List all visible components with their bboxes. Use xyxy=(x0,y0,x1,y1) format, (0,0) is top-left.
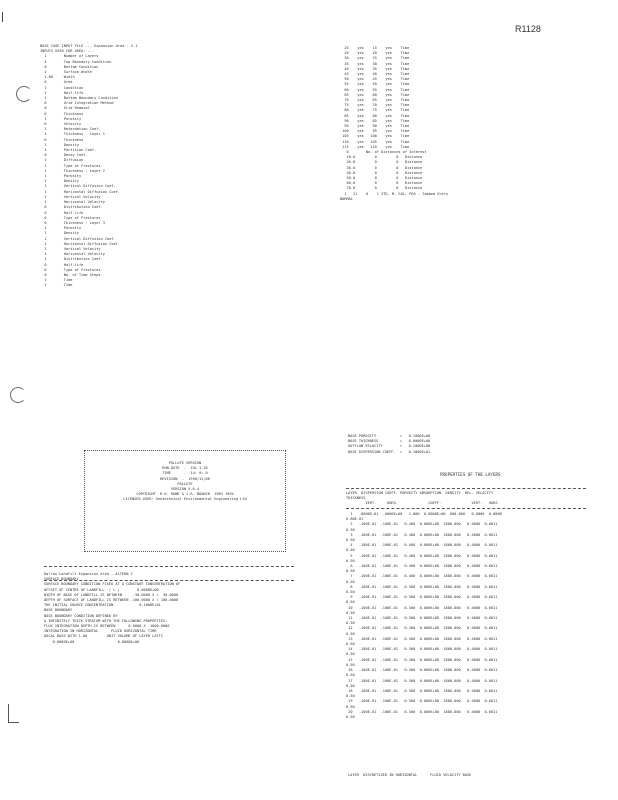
text-line: 1 Surface Width xyxy=(40,70,92,75)
text-line: 0.50 xyxy=(346,590,355,595)
text-line: A INFINITELY THICK STRATUM WITH THE FOLLOWING PROPERTIES: xyxy=(44,618,168,623)
text-line: 0.50 xyxy=(346,548,355,553)
text-line: 13 .100E-01 .100E-01 0.300 0.000E+00 1800.000 0.4000 0.0011 xyxy=(346,636,498,641)
text-line: 105 yes 100 yes Time xyxy=(340,134,410,139)
text-line: 65 yes 60 yes Time xyxy=(340,92,410,97)
text-line: 1 Horizontal Velocity xyxy=(40,252,105,257)
base-properties xyxy=(348,434,588,455)
text-line: 0 Area xyxy=(40,80,73,85)
layer-table-header xyxy=(346,491,586,507)
text-line: 1 21 0 1 STD, M, SOL, POS - Tabbed Entry xyxy=(340,191,449,196)
text-line: 1 Type of Fractures xyxy=(40,163,101,168)
table-rule-mid xyxy=(346,508,586,509)
text-line: 1 Bottom Boundary Condition xyxy=(40,96,118,101)
text-line: 0 Bottom Condition xyxy=(40,64,99,69)
corner-mark-bottom xyxy=(8,704,19,723)
text-line: 35 yes 30 yes Time xyxy=(340,61,410,66)
text-line: 11 .100E-01 .100E-01 0.300 0.000E+00 1800.000 0.4000 0.0011 xyxy=(346,616,498,621)
text-line: 16 .100E-01 .100E-01 0.300 0.000E+00 1800.000 0.4000 0.0011 xyxy=(346,668,498,673)
text-line: 0 Grid Integration Method xyxy=(40,101,114,106)
text-line: 1 Horizontal Velocity xyxy=(40,200,105,205)
text-line: 1 Time xyxy=(40,283,73,288)
text-line: BASE THICKNESS = 0.0000E+00 xyxy=(348,439,431,444)
text-line: 0.50 xyxy=(346,631,355,636)
text-line: 70.0 0 0 Distance xyxy=(340,186,423,191)
text-line: 1 Horizontal Diffusion Coef. xyxy=(40,241,121,246)
text-line: Dallas Landfill Expansion Area - ALTERN 2 xyxy=(44,572,133,576)
text-line: 1 Density xyxy=(40,142,79,147)
text-line: 1 Thickness - Layer 1 xyxy=(40,132,105,137)
corner-mark xyxy=(2,12,5,22)
text-line: LICENSED USER: Geotechnical Environmental Engineering Ltd xyxy=(123,497,247,502)
text-line: SURFACE BOUNDARY xyxy=(44,577,79,582)
text-line: 0.50 xyxy=(346,558,355,563)
text-line: 0 Velocity xyxy=(40,122,82,127)
text-line: OUTFLOW VELOCITY = 0.1000E+00 xyxy=(348,444,431,449)
text-line: 12 .100E-01 .100E-01 0.300 0.000E+00 1800.000 0.4000 0.0011 xyxy=(346,626,498,631)
text-line: 115 yes 110 yes Time xyxy=(340,144,410,149)
separator-rule-1 xyxy=(44,566,294,567)
text-line: 30.0 0 0 Distance xyxy=(340,165,423,170)
text-line: 1 Density xyxy=(40,231,79,236)
text-line: 0 Distribution Coef. xyxy=(40,205,103,210)
banner-text xyxy=(85,461,285,503)
text-line: 1 Half-life xyxy=(40,90,84,95)
text-line: 40.0 0 0 Distance xyxy=(340,170,423,175)
text-line: INTEGRATION IN HORIZONTAL FLUID HORIZONTAL TIME xyxy=(44,629,157,634)
text-line: 1 Condition xyxy=(40,85,84,90)
text-line: 0 Thickness - Layer 3 xyxy=(40,220,105,225)
text-line: 0.50 xyxy=(346,610,355,615)
text-line: 75 yes 70 yes Time xyxy=(340,103,410,108)
text-line: BASE BOUNDARY xyxy=(44,608,73,613)
text-line: 0 Thickness xyxy=(40,111,84,116)
layer-table-title: PROPERTIES OF THE LAYERS xyxy=(440,472,501,477)
text-line: 0 Type of Fractures xyxy=(40,215,101,220)
text-line: 0 Half-life xyxy=(40,210,84,215)
text-line: 1 Distribution Coef. xyxy=(40,257,103,262)
text-line: 1 Time xyxy=(40,278,73,283)
text-line: TIME - 14: 0: 0 xyxy=(162,471,208,476)
text-line: 14 .100E-01 .100E-01 0.300 0.000E+00 1800.000 0.4000 0.0011 xyxy=(346,647,498,652)
text-line: 0 Half-life xyxy=(40,262,84,267)
text-line: 1 Partition Coef. xyxy=(40,148,97,153)
text-line: NORMAL xyxy=(340,196,353,201)
text-line: 90 yes 85 yes Time xyxy=(340,118,410,123)
text-line: 0.50 xyxy=(346,538,355,543)
punch-hole-top xyxy=(16,86,32,102)
text-line: 0 No. of Distances of Interest xyxy=(340,150,427,155)
text-line: 55 yes 50 yes Time xyxy=(340,82,410,87)
text-line: 85 yes 80 yes Time xyxy=(340,113,410,118)
text-line: 6 .100E-01 .100E-01 0.400 0.000E+00 1800.000 0.4000 0.0011 xyxy=(346,564,498,569)
text-line: 0 Type of Fractures xyxy=(40,267,101,272)
text-line: 26 yes 20 yes Time xyxy=(340,51,410,56)
text-line: 0.50 xyxy=(346,652,355,657)
text-line: 1 Porosity xyxy=(40,174,82,179)
text-line: WIDTH OF BASE OF LANDFILL IS BETWEEN -30.0000 X = 30.0000 xyxy=(44,592,179,597)
text-line: 4 Top Boundary Condition xyxy=(40,59,112,64)
text-line: 1 .0000E-01 .0000E+00 1.000 0.0000E+00 600.000 0.0000 0.0000 xyxy=(346,512,502,516)
text-line: BASE DISPERSION COEFF. = 0.1000E+01 xyxy=(348,449,431,454)
text-line: FLUX INTEGRATION DEPTH IS BETWEEN 0.0000 X 1000.0000 xyxy=(44,624,170,629)
text-line: DOCAL BASE WITH 1.00 UNIT VOLUME OF LAYER LATTI xyxy=(44,634,163,639)
text-line: 25 yes 15 yes Time xyxy=(340,46,410,50)
text-line: 0.50 xyxy=(346,579,355,584)
text-line: 0 No. of Time Steps xyxy=(40,272,101,277)
text-line: 0.50 xyxy=(346,621,355,626)
text-line: BASE BOUNDARY CONDITION DEFINED BY xyxy=(44,613,118,618)
text-line: 8 .100E-01 .100E-01 0.300 0.000E+00 1800.000 0.4000 0.0011 xyxy=(346,584,498,589)
layer-table-rows xyxy=(346,512,586,720)
text-line: 19 .100E-01 .100E-01 0.300 0.000E+00 1800.000 0.4000 0.0011 xyxy=(346,699,498,704)
text-line: 1 Number of Layers xyxy=(40,54,99,59)
text-line: 9 .100E-01 .100E-01 0.300 0.000E+00 1800.000 0.4000 0.0011 xyxy=(346,595,498,600)
text-line: BASE POROSITY = 0.1000E+00 xyxy=(348,434,431,438)
text-line: 95 yes 90 yes Time xyxy=(340,124,410,129)
text-line: 0.50 xyxy=(346,642,355,647)
text-line: 50 yes 45 yes Time xyxy=(340,77,410,82)
table-rule-top xyxy=(346,488,586,489)
text-line: 0.50 xyxy=(346,527,355,532)
text-line: POLLUTE xyxy=(177,481,193,486)
punch-hole-middle xyxy=(10,387,26,403)
text-line: 3 .100E-01 .100E-01 0.400 0.000E+00 1800.000 0.4000 0.0011 xyxy=(346,532,498,537)
text-line: 15 .100E-01 .100E-01 0.300 0.000E+00 1800.000 0.4000 0.0011 xyxy=(346,657,498,662)
text-line: 0.50 xyxy=(346,714,355,719)
text-line: 110 yes 105 yes Time xyxy=(340,139,410,144)
text-line: 7 .100E-01 .100E-01 0.400 0.000E+00 1800.000 0.4000 0.0011 xyxy=(346,574,498,579)
text-line: 0.80E-01 xyxy=(346,517,364,522)
text-line: LAYER DISPERSION COEFF. POROSITY ABSORPTION DENSITY REL. VELOCITY xyxy=(346,491,494,495)
input-listing-right xyxy=(340,46,580,202)
text-line: 0 Thickness xyxy=(40,137,84,142)
text-line: 20 .100E-01 .100E-01 0.300 0.000E+00 1800.000 0.4000 0.0011 xyxy=(346,709,498,714)
text-line: 1 Diffusion xyxy=(40,158,84,163)
text-line: 0.50 xyxy=(346,600,355,605)
boundary-conditions xyxy=(44,572,304,645)
program-banner xyxy=(84,450,286,552)
text-line: 10 .100E-01 .100E-01 0.300 0.000E+00 1800.000 0.4000 0.0011 xyxy=(346,605,498,610)
document-id: R1128 xyxy=(515,24,541,34)
text-line: 1 Vertical Velocity xyxy=(40,246,101,251)
text-line: THE INITIAL SOURCE CONCENTRATION 0.1000E+01 xyxy=(44,603,161,608)
text-line: 60.0 0 0 Distance xyxy=(340,181,423,186)
text-line: 0.50 xyxy=(346,662,355,667)
text-line: 1 Vertical Velocity xyxy=(40,194,101,199)
text-line: 1 Thickness - Layer 2 xyxy=(40,168,105,173)
text-line: 1 Density xyxy=(40,179,79,184)
text-line: 1 Horizontal Diffusion Coef. xyxy=(40,189,121,194)
text-line: DEPTH OF SURFACE OF LANDFILL IS BETWEEN -100.0000 X = 100.0000 xyxy=(44,598,179,603)
text-line: BASE CASE INPUT FILE ... Expansion Area - 2.1 xyxy=(40,44,138,48)
text-line: 0.50 xyxy=(346,704,355,709)
text-line: 80 yes 75 yes Time xyxy=(340,108,410,113)
text-line: 0.50 xyxy=(346,683,355,688)
text-line: 17 .100E-01 .100E-01 0.300 0.000E+00 1800.000 0.4000 0.0011 xyxy=(346,678,498,683)
text-line: 1 Porosity xyxy=(40,226,82,231)
text-line: 45 yes 40 yes Time xyxy=(340,72,410,77)
text-line: 1 Vertical Diffusion Coef. xyxy=(40,236,116,241)
text-line: VERT. HORZ. COEFF. VERT. HORZ. xyxy=(346,501,500,506)
text-line: VERSION 5.0.4 xyxy=(170,487,200,492)
text-line: 2 .100E-01 .100E-01 0.400 0.000E+00 1800.000 0.4000 0.0011 xyxy=(346,522,498,527)
text-line: 4 .100E-01 .100E-01 0.400 0.000E+00 1800.000 0.4000 0.0011 xyxy=(346,543,498,548)
layer-table-footer: LAYER DISCRETIZED IN HORIZONTAL FLUID VELOCITY BASE xyxy=(348,773,472,777)
text-line: 40 yes 35 yes Time xyxy=(340,66,410,71)
text-line: OFFSET OF CENTRE OF LANDFILL ( L ) 0.0000E+00 xyxy=(44,587,159,592)
text-line: POLLUTE VERSION xyxy=(168,461,202,465)
text-line: SURFACE BOUNDARY CONDITION FIXED AT A CONSTANT CONCENTRATION OF xyxy=(44,582,181,587)
text-line: 1.00 Width xyxy=(40,75,75,80)
text-line: 10.0 0 0 Distance xyxy=(340,155,423,160)
text-line: 0.50 xyxy=(346,694,355,699)
text-line: 0 Grid Removal xyxy=(40,106,90,111)
text-line: COPYRIGHT R.K. ROWE & J.R. BOOKER 1983 1994 xyxy=(136,492,234,497)
text-line: RUN DATE - JUL 1-35 xyxy=(162,466,208,471)
text-line: 100 yes 95 yes Time xyxy=(340,129,410,134)
text-line: INPUTS USED FOR AREA: ... xyxy=(40,49,95,54)
text-line: 1 Retardation Coef. xyxy=(40,127,101,132)
text-line: REVISION - 1990/12/06 xyxy=(160,476,210,481)
text-line: 30 yes 25 yes Time xyxy=(340,56,410,61)
text-line: 1 Porosity xyxy=(40,116,82,121)
text-line: 50.0 0 0 Distance xyxy=(340,176,423,181)
text-line: 60 yes 55 yes Time xyxy=(340,87,410,92)
text-line: 0.0000E+00 0.0000E+00 xyxy=(44,639,140,644)
text-line: 0 Decay Coef. xyxy=(40,153,88,158)
text-line: 70 yes 65 yes Time xyxy=(340,98,410,103)
text-line: 5 .100E-01 .100E-01 0.400 0.000E+00 1800.000 0.4000 0.0011 xyxy=(346,553,498,558)
text-line: 0.50 xyxy=(346,569,355,574)
text-line: 20.0 0 0 Distance xyxy=(340,160,423,165)
text-line: 1 Vertical Diffusion Coef. xyxy=(40,184,116,189)
text-line: 0.50 xyxy=(346,673,355,678)
input-listing-left xyxy=(40,44,290,289)
text-line: 18 .100E-01 .100E-01 0.300 0.000E+00 1800.000 0.4000 0.0011 xyxy=(346,688,498,693)
text-line: THICKNESS xyxy=(346,496,366,501)
